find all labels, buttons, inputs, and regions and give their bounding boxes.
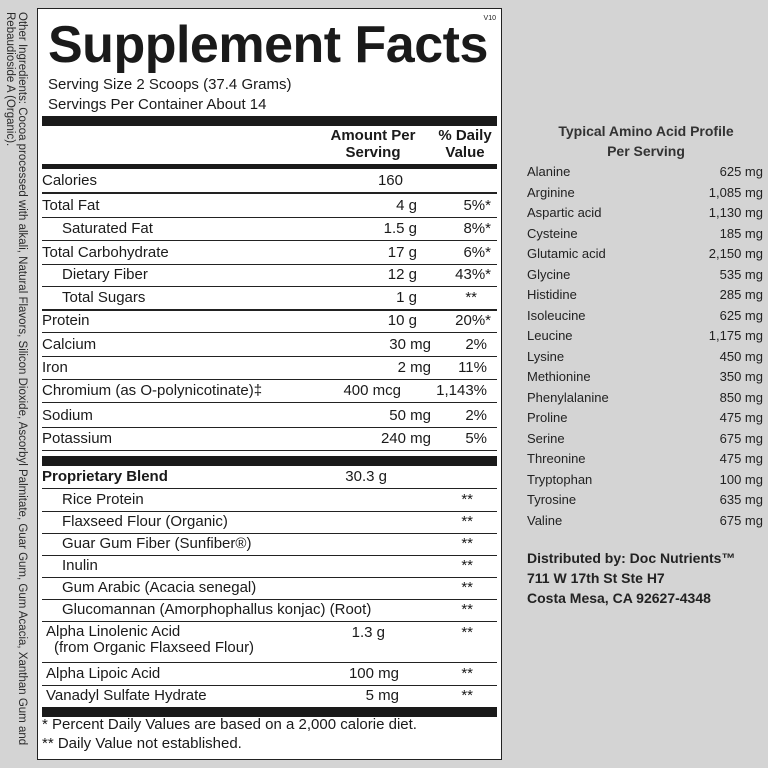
nutrient-amount: 1.5 g [383,220,417,237]
amino-acid-name: Lysine [527,348,565,364]
amino-acid-value: 100 mg [719,471,763,487]
ala-name-line2: (from Organic Flaxseed Flour) [54,639,255,656]
nutrient-row [42,357,497,380]
nutrient-row [42,170,497,194]
amino-acid-value: 285 mg [719,287,763,302]
nutrient-row [42,310,497,333]
blend-item-row [42,577,497,600]
footnote-dv: * Percent Daily Values are based on a 2,000 calorie diet. [42,716,417,733]
ala-name-line1: Alpha Linolenic Acid [46,623,181,640]
nutrient-row [42,242,497,265]
amino-acid-name: Phenylalanine [527,389,609,405]
blend-item-row [42,489,497,512]
distributor-name: Distributed by: Doc Nutrients™ [527,550,736,566]
ala-amount: 1.3 g [351,624,385,641]
blend-item-row [42,599,497,622]
amino-acid-value: 350 mg [719,369,763,384]
amino-acid-value: 475 mg [719,451,763,466]
blend-item-name: Guar Gum Fiber (Sunfiber®) [62,535,252,552]
amino-acid-value: 450 mg [719,348,763,364]
amino-acid-name: Arginine [527,184,575,200]
nutrient-row [42,287,497,311]
amino-acid-value: 185 mg [719,225,763,241]
nutrient-amount: 160 [377,172,403,189]
nutrient-amount: 10 g [387,312,417,329]
distributor-block [527,548,735,608]
nutrient-daily-value: ** [465,289,477,306]
header-daily-value: % Daily Value [438,127,492,161]
amino-acid-title: Typical Amino Acid Profile Per Serving [558,123,734,159]
nutrient-row [42,195,497,218]
amino-acid-value: 1,085 mg [708,184,763,200]
nutrient-name: Potassium [42,430,113,447]
nutrient-row [42,334,497,357]
blend-item-dv: ** [461,513,473,530]
nutrient-amount: 400 mcg [343,382,401,399]
blend-item-name: Rice Protein [62,491,144,508]
ala-dv: ** [461,624,473,641]
alpha-lipoic-dv: ** [461,665,473,682]
nutrient-daily-value: 6%* [463,244,491,261]
amino-acid-name: Tyrosine [527,492,577,507]
amino-acid-value: 850 mg [719,389,763,405]
nutrient-daily-value: 11% [458,359,487,376]
amino-acid-name: Threonine [527,451,586,466]
amino-acid-name: Glycine [527,266,571,282]
serving-size: Serving Size 2 Scoops (37.4 Grams) [48,76,292,93]
nutrient-name: Iron [42,359,68,376]
amino-acid-name: Cysteine [527,225,578,241]
amino-acid-name: Histidine [527,287,577,302]
version-code: V10 [483,15,496,22]
vanadyl-amount: 5 mg [365,687,399,704]
blend-row [42,466,497,489]
nutrient-amount: 17 g [387,244,417,261]
amino-acid-value: 2,150 mg [708,246,763,261]
amino-acid-name: Valine [527,512,563,528]
servings-per-container: Servings Per Container About 14 [48,96,267,113]
nutrient-row-vanadyl [42,685,497,707]
thick-divider [42,116,497,126]
blend-name: Proprietary Blend [42,468,168,485]
amino-acid-name: Methionine [527,369,591,384]
nutrient-row [42,428,497,451]
blend-item-name: Gum Arabic (Acacia senegal) [62,579,257,596]
vanadyl-dv: ** [461,687,473,704]
nutrient-name: Protein [42,312,90,329]
blend-item-dv: ** [461,557,473,574]
nutrient-name: Chromium (as O-polynicotinate)‡ [42,382,263,399]
nutrient-row [42,264,497,287]
nutrient-amount: 1 g [396,289,417,306]
blend-item-name: Glucomannan (Amorphophallus konjac) (Root) [62,601,372,618]
amino-acid-value: 625 mg [719,307,763,323]
nutrient-name: Total Fat [42,197,100,214]
amino-acid-value: 625 mg [719,164,763,179]
blend-item-row [42,533,497,556]
nutrient-row-ala [42,622,497,663]
amino-acid-value: 635 mg [719,492,763,507]
nutrient-name: Total Carbohydrate [42,244,169,261]
amino-acid-name: Tryptophan [527,471,593,487]
supplement-facts-panel [37,8,502,760]
blend-amount: 30.3 g [345,468,387,485]
amino-acid-value: 675 mg [719,430,763,446]
nutrient-name: Sodium [42,407,93,424]
other-ingredients-text: Other Ingredients: Cocoa processed with alkali, Natural Flavors, Silicon Dioxide, Ascorbyl Palmitate, Guar Gum, Gum Acacia, Xanthan Gum and Rebaudioside A (Organic). [4,12,28,746]
amino-acid-name: Alanine [527,164,571,179]
blend-item-dv: ** [461,601,473,618]
nutrient-daily-value: 1,143% [436,382,487,399]
nutrient-row-ala2 [42,663,497,686]
nutrient-amount: 12 g [387,266,417,283]
amino-acid-value: 1,130 mg [708,205,763,220]
nutrient-amount: 50 mg [389,407,431,424]
nutrient-name: Saturated Fat [62,220,153,237]
blend-item-row [42,511,497,534]
nutrient-daily-value: 5%* [463,197,491,214]
nutrient-amount: 4 g [396,197,417,214]
nutrient-row [42,218,497,241]
blend-item-dv: ** [461,535,473,552]
blend-item-dv: ** [461,491,473,508]
nutrient-daily-value: 5% [465,430,487,447]
panel-title: Supplement Facts [48,16,488,74]
nutrient-daily-value: 2% [465,407,487,424]
nutrient-amount: 240 mg [380,430,431,447]
distributor-city: Costa Mesa, CA 92627-4348 [527,590,711,606]
amino-acid-value: 675 mg [719,512,763,528]
alpha-lipoic-name: Alpha Lipoic Acid [46,665,161,682]
alpha-lipoic-amount: 100 mg [348,665,399,682]
nutrient-daily-value: 8%* [463,220,491,237]
nutrient-name: Calcium [42,336,97,353]
nutrient-amount: 30 mg [389,336,431,353]
nutrient-daily-value: 20%* [455,312,491,329]
ingredients-column [0,0,30,768]
amino-acid-name: Serine [527,430,565,446]
amino-acid-name: Glutamic acid [527,246,606,261]
vanadyl-name: Vanadyl Sulfate Hydrate [46,687,207,704]
nutrient-row [42,405,497,428]
medium-divider [42,164,497,169]
amino-acid-value: 1,175 mg [708,328,763,343]
blend-item-name: Inulin [62,557,98,574]
amino-acid-value: 535 mg [719,266,763,282]
footnote-not-established: ** Daily Value not established. [42,735,242,752]
blend-item-row [42,555,497,578]
header-amount-per-serving: Amount Per Serving [330,127,416,161]
amino-acid-name: Isoleucine [527,307,586,323]
amino-acid-value: 475 mg [719,410,763,425]
amino-acid-name: Aspartic acid [527,205,602,220]
nutrient-amount: 2 mg [397,359,431,376]
nutrient-name: Dietary Fiber [62,266,148,283]
blend-item-dv: ** [461,579,473,596]
nutrient-name: Total Sugars [62,289,146,306]
nutrient-name: Calories [42,172,98,189]
nutrient-daily-value: 2% [465,336,487,353]
nutrient-row [42,380,497,403]
thick-divider-blend [42,456,497,466]
distributor-street: 711 W 17th St Ste H7 [527,570,665,586]
nutrient-daily-value: 43%* [455,266,491,283]
amino-acid-name: Proline [527,410,568,425]
blend-item-name: Flaxseed Flour (Organic) [62,513,228,530]
amino-acid-name: Leucine [527,328,573,343]
